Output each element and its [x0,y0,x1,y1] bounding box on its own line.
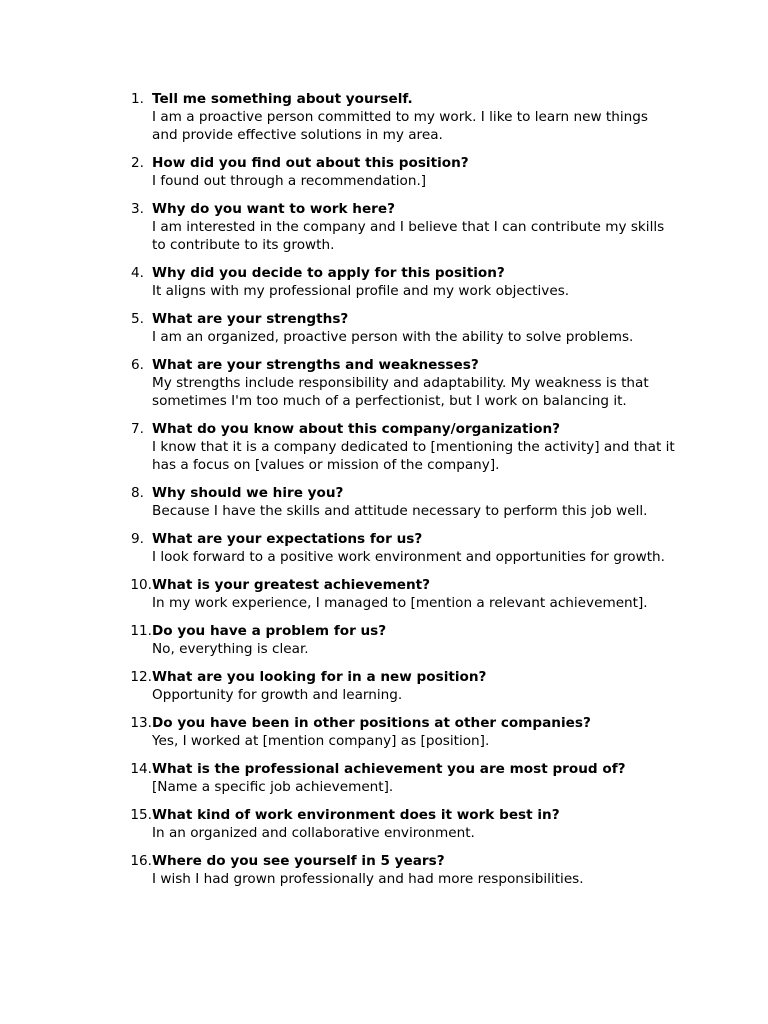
item-number: 5. [131,311,144,327]
item-number: 9. [131,531,144,547]
list-item [116,806,676,842]
answer-text: It aligns with my professional profile and my work objectives. [152,283,570,299]
answer-text: [Name a specific job achievement]. [152,779,394,795]
answer-text: In my work experience, I managed to [mention a relevant achievement]. [152,595,648,611]
question-text: What kind of work environment does it work best in? [152,807,560,823]
item-number: 2. [131,155,144,171]
answer-text: No, everything is clear. [152,641,309,657]
answer-text: My strengths include responsibility and adaptability. My weakness is that sometimes I'm too much of a perfectionist, but I work on balancing it. [152,375,649,409]
list-item [116,154,676,190]
list-item [116,356,676,410]
answer-text: I look forward to a positive work environment and opportunities for growth. [152,549,665,565]
list-item [116,420,676,474]
question-text: What do you know about this company/organization? [152,421,561,437]
answer-text: I found out through a recommendation.] [152,173,427,189]
item-number: 1. [131,91,144,107]
list-item [116,622,676,658]
answer-text: I am interested in the company and I believe that I can contribute my skills to contribute to its growth. [152,219,665,253]
question-text: What is the professional achievement you are most proud of? [152,761,626,777]
question-text: What are your strengths and weaknesses? [152,357,479,373]
list-item [116,714,676,750]
answer-text: I am a proactive person committed to my work. I like to learn new things and provide effective solutions in my area. [152,109,648,143]
list-item [116,576,676,612]
question-text: What is your greatest achievement? [152,577,431,593]
list-item [116,310,676,346]
question-text: Tell me something about yourself. [152,91,413,107]
item-number: 11. [130,623,152,639]
list-item [116,668,676,704]
item-number: 4. [131,265,144,281]
question-text: What are your expectations for us? [152,531,423,547]
list-item [116,200,676,254]
answer-text: Yes, I worked at [mention company] as [position]. [152,733,490,749]
question-text: Do you have a problem for us? [152,623,387,639]
list-item [116,484,676,520]
list-item [116,264,676,300]
item-number: 14. [130,761,152,777]
answer-text: Because I have the skills and attitude necessary to perform this job well. [152,503,648,519]
list-item [116,530,676,566]
item-number: 6. [131,357,144,373]
answer-text: In an organized and collaborative environment. [152,825,475,841]
item-number: 8. [131,485,144,501]
item-number: 3. [131,201,144,217]
answer-text: I am an organized, proactive person with the ability to solve problems. [152,329,634,345]
item-number: 13. [130,715,152,731]
question-text: How did you find out about this position? [152,155,469,171]
question-text: Why did you decide to apply for this position? [152,265,505,281]
question-text: Where do you see yourself in 5 years? [152,853,445,869]
question-text: Why do you want to work here? [152,201,395,217]
item-number: 10. [130,577,152,593]
answer-text: Opportunity for growth and learning. [152,687,403,703]
question-text: What are your strengths? [152,311,349,327]
list-item [116,852,676,888]
item-number: 12. [130,669,152,685]
answer-text: I know that it is a company dedicated to [mentioning the activity] and that it has a focus on [values or mission of the company]. [152,439,675,473]
list-item [116,760,676,796]
item-number: 7. [131,421,144,437]
item-number: 15. [130,807,152,823]
answer-text: I wish I had grown professionally and had more responsibilities. [152,871,584,887]
question-text: Do you have been in other positions at other companies? [152,715,591,731]
question-text: Why should we hire you? [152,485,344,501]
interview-qa-list [116,90,676,898]
question-text: What are you looking for in a new position? [152,669,487,685]
list-item [116,90,676,144]
item-number: 16. [130,853,152,869]
